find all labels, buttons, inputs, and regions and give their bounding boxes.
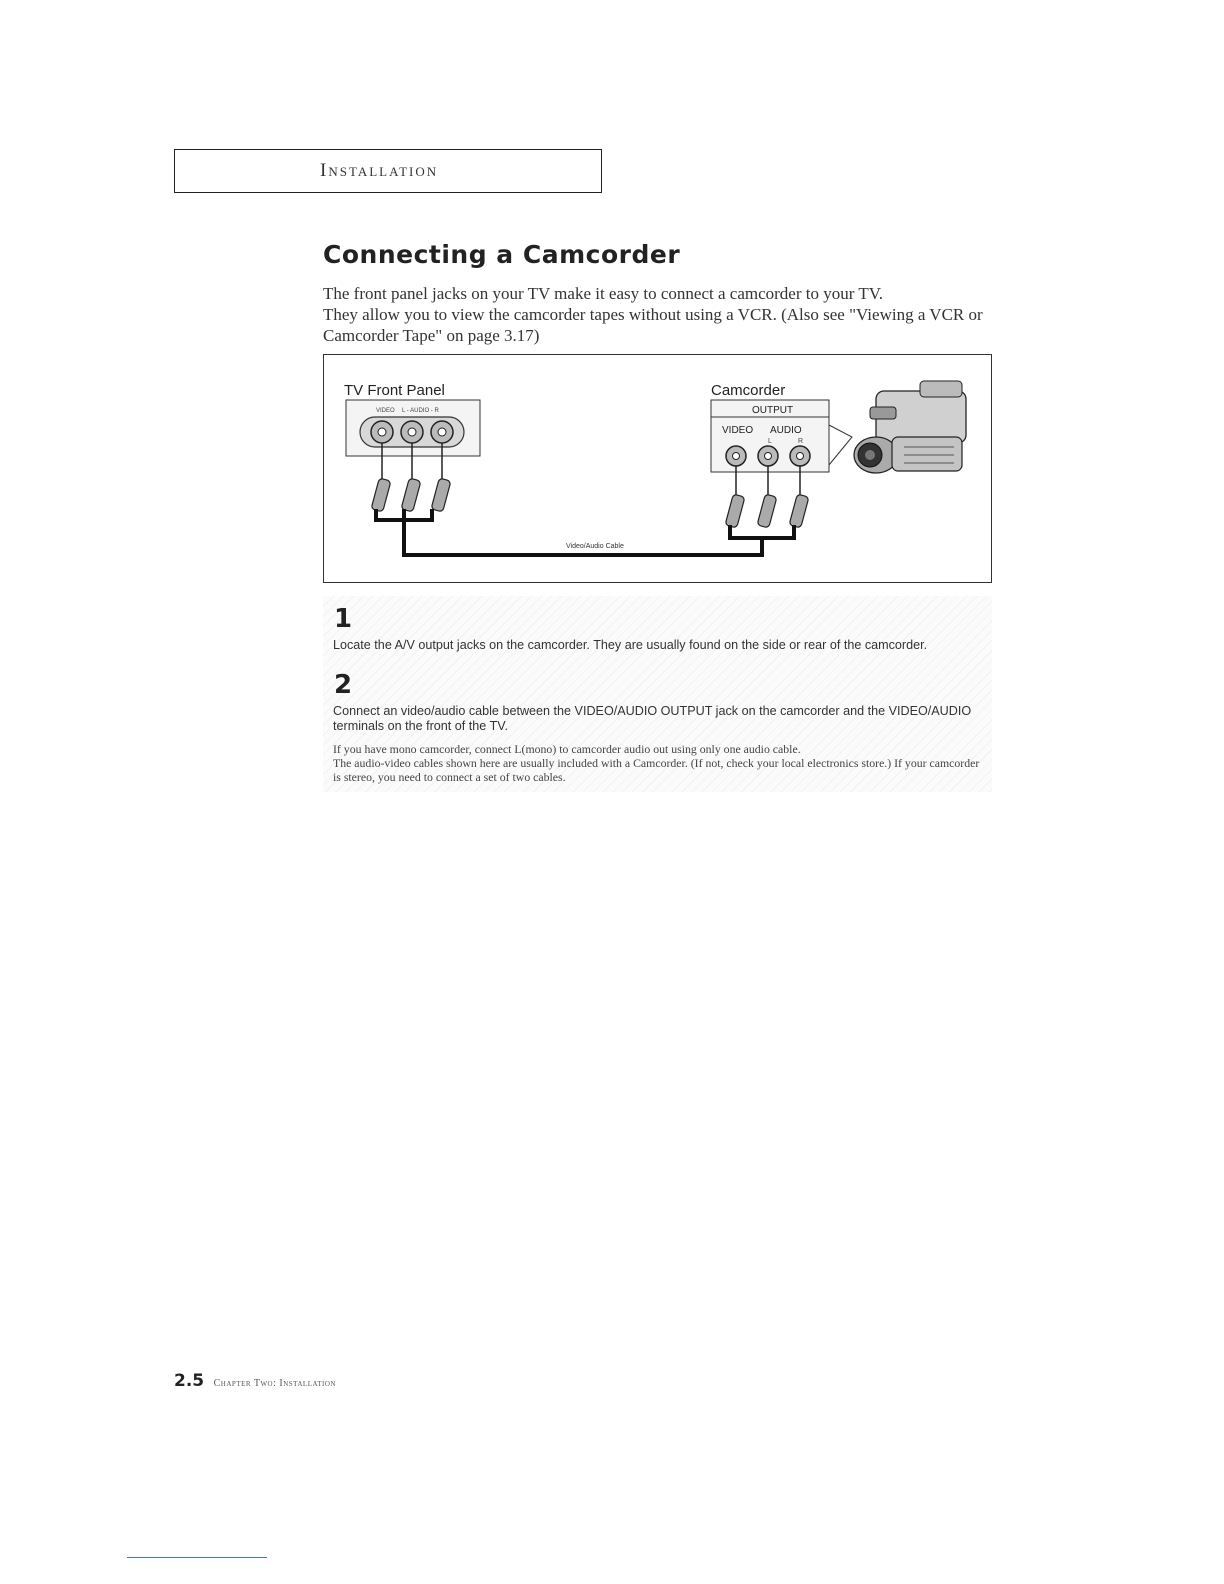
intro-text: [323, 283, 1023, 346]
section-header-box: [174, 149, 602, 193]
page-title: Connecting a Camcorder: [323, 240, 681, 269]
steps-box: [323, 596, 992, 792]
page-footer: [174, 1371, 336, 1391]
audio-r-label: R: [798, 438, 804, 445]
step-1-number: 1: [334, 604, 353, 634]
output-label: OUTPUT: [752, 405, 794, 416]
tv-jack-video-label: VIDEO: [376, 408, 395, 414]
tv-side-plugs: [371, 478, 451, 512]
camcorder-audio-label: AUDIO: [770, 425, 802, 436]
camcorder-label: Camcorder: [711, 382, 786, 399]
note-mono: If you have mono camcorder, connect L(mono) to camcorder audio out using only one audio cable.: [333, 742, 801, 756]
step-2-text: Connect an video/audio cable between the VIDEO/AUDIO OUTPUT jack on the camcorder and the VIDEO/AUDIO terminals on the front of the TV.: [333, 704, 972, 733]
tv-jack-audio-l: [401, 421, 423, 443]
connection-diagram: [323, 354, 992, 583]
camcorder-jack-audio-l: [758, 446, 778, 466]
step-1-text: Locate the A/V output jacks on the camcorder. They are usually found on the side or rear of the camcorder.: [333, 638, 928, 652]
camcorder-jack-audio-r: [790, 446, 810, 466]
note-cables: The audio-video cables shown here are usually included with a Camcorder. (If not, check your local electronics store.) If your camcorder is stereo, you need to connect a set of two cables.: [333, 756, 980, 784]
cable-label: Video/Audio Cable: [566, 543, 624, 550]
section-label: Installation: [320, 160, 439, 181]
tv-jack-video: [371, 421, 393, 443]
diagram-svg: [324, 355, 993, 584]
camcorder-video-label: VIDEO: [722, 425, 754, 436]
tv-jack-audio-label: L - AUDIO - R: [402, 408, 439, 414]
intro-line-2: They allow you to view the camcorder tapes without using a VCR. (Also see "Viewing a VCR or Camcorder Tape" on page 3.17): [323, 305, 983, 345]
camcorder-side-plugs: [725, 494, 809, 528]
audio-l-label: L: [768, 438, 772, 445]
camcorder-illustration: [854, 381, 966, 473]
footer-rule: [127, 1557, 267, 1558]
page-number: 2.5: [174, 1371, 205, 1391]
tv-panel-label: TV Front Panel: [344, 382, 445, 399]
intro-line-1: The front panel jacks on your TV make it easy to connect a camcorder to your TV.: [323, 284, 884, 303]
camcorder-jack-video: [726, 446, 746, 466]
step-2-number: 2: [334, 670, 353, 700]
chapter-label: Chapter Two: Installation: [213, 1378, 336, 1389]
notes-block: [333, 742, 988, 784]
tv-jack-audio-r: [431, 421, 453, 443]
